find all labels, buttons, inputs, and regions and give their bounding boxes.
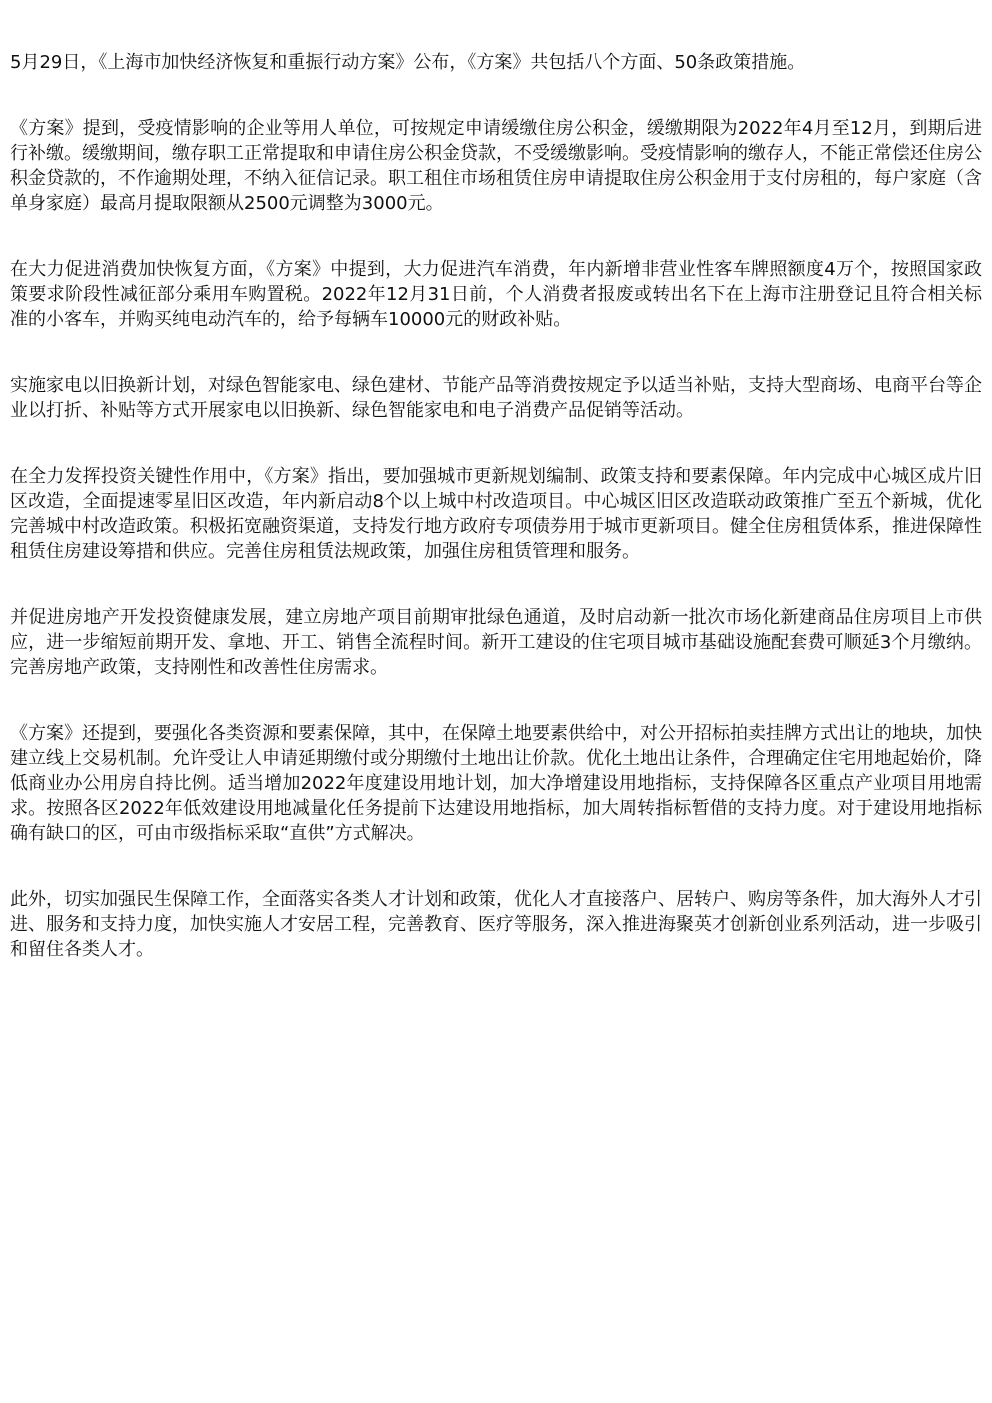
paragraph-housing-fund: 《方案》提到，受疫情影响的企业等用人单位，可按规定申请缓缴住房公积金，缓缴期限为2022年4月至12月，到期后进行补缴。缓缴期间，缴存职工正常提取和申请住房公积金贷款，不受缓缴影响。受疫情影响的缴存人，不能正常偿还住房公积金贷款的，不作逾期处理，不纳入征信记录。职工租住市场租赁住房申请提取住房公积金用于支付房租的，每户家庭（含单身家庭）最高月提取限额从2500元调整为3000元。 [10, 118, 982, 214]
paragraph-investment: 在全力发挥投资关键性作用中，《方案》指出，要加强城市更新规划编制、政策支持和要素保障。年内完成中心城区成片旧区改造，全面提速零星旧区改造，年内新启动8个以上城中村改造项目。中心城区旧区改造联动政策推广至五个新城，优化完善城中村改造政策。积极拓宽融资渠道，支持发行地方政府专项债券用于城市更新项目。健全住房租赁体系，推进保障性租赁住房建设筹措和供应。完善住房租赁法规政策，加强住房租赁管理和服务。 [10, 466, 982, 562]
paragraph-land-supply: 《方案》还提到，要强化各类资源和要素保障，其中，在保障土地要素供给中，对公开招标拍卖挂牌方式出让的地块，加快建立线上交易机制。允许受让人申请延期缴付或分期缴付土地出让价款。优化土地出让条件，合理确定住宅用地起始价，降低商业办公用房自持比例。适当增加2022年度建设用地计划，加大净增建设用地指标，支持保障各区重点产业项目用地需求。按照各区2022年低效建设用地减量化任务提前下达建设用地指标，加大周转指标暂借的支持力度。对于建设用地指标确有缺口的区，可由市级指标采取“直供”方式解决。 [10, 723, 982, 844]
article-body [10, 50, 982, 962]
paragraph-talent: 此外，切实加强民生保障工作，全面落实各类人才计划和政策，优化人才直接落户、居转户、购房等条件，加大海外人才引进、服务和支持力度，加快实施人才安居工程，完善教育、医疗等服务，深入推进海聚英才创新创业系列活动，进一步吸引和留住各类人才。 [10, 889, 982, 960]
paragraph-appliance-tradein: 实施家电以旧换新计划，对绿色智能家电、绿色建材、节能产品等消费按规定予以适当补贴，支持大型商场、电商平台等企业以打折、补贴等方式开展家电以旧换新、绿色智能家电和电子消费产品促销等活动。 [10, 375, 982, 421]
paragraph-real-estate: 并促进房地产开发投资健康发展，建立房地产项目前期审批绿色通道，及时启动新一批次市场化新建商品住房项目上市供应，进一步缩短前期开发、拿地、开工、销售全流程时间。新开工建设的住宅项目城市基础设施配套费可顺延3个月缴纳。完善房地产政策，支持刚性和改善性住房需求。 [10, 607, 982, 678]
paragraph-consumption: 在大力促进消费加快恢复方面，《方案》中提到，大力促进汽车消费，年内新增非营业性客车牌照额度4万个，按照国家政策要求阶段性减征部分乘用车购置税。2022年12月31日前，个人消费者报废或转出名下在上海市注册登记且符合相关标准的小客车，并购买纯电动汽车的，给予每辆车10000元的财政补贴。 [10, 259, 982, 330]
paragraph-intro: 5月29日，《上海市加快经济恢复和重振行动方案》公布，《方案》共包括八个方面、50条政策措施。 [10, 52, 806, 73]
